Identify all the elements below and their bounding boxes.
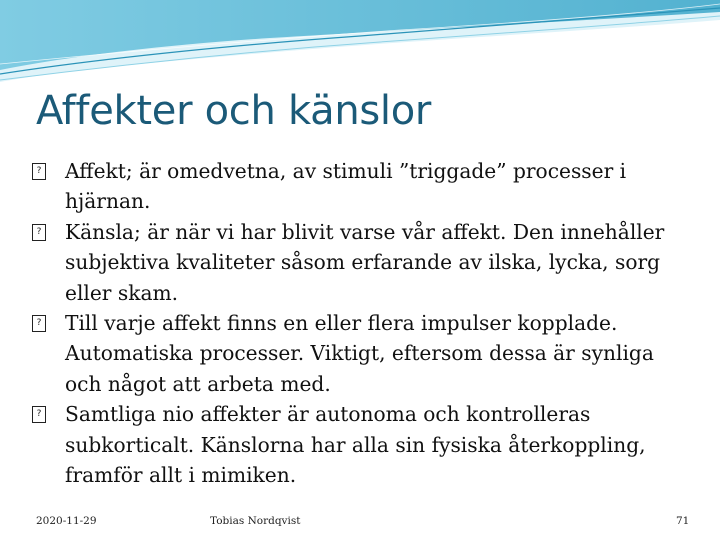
footer-author: Tobias Nordqvist: [210, 515, 301, 527]
bullet-text: Affekt; är omedvetna, av stimuli ”triggade” processer i hjärnan.: [65, 159, 627, 214]
footer-date: 2020-11-29: [36, 515, 97, 527]
bullet-item: [30, 399, 690, 490]
bullet-list: [30, 156, 690, 490]
bullet-text: Känsla; är när vi har blivit varse vår affekt. Den innehåller subjektiva kvaliteter såsom erfarande av ilska, lycka, sorg eller skam.: [65, 219, 665, 305]
footer-page-number: 71: [676, 515, 690, 527]
bullet-item: [30, 308, 690, 399]
slide-title: Affekter och känslor: [36, 88, 432, 134]
bullet-item: [30, 217, 690, 308]
bullet-marker-icon: ?: [32, 163, 46, 180]
bullet-text: Samtliga nio affekter är autonoma och kontrolleras subkorticalt. Känslorna har alla sin fysiska återkoppling, framför allt i mimiken.: [65, 402, 646, 488]
bullet-marker-icon: ?: [32, 315, 46, 332]
header-wave-decoration: [0, 0, 720, 90]
bullet-text: Till varje affekt finns en eller flera impulser kopplade. Automatiska processer. Viktigt, eftersom dessa är synliga och något att arbeta med.: [65, 311, 654, 396]
bullet-item: [30, 156, 690, 217]
bullet-marker-icon: ?: [32, 224, 46, 241]
bullet-marker-icon: ?: [32, 406, 46, 423]
